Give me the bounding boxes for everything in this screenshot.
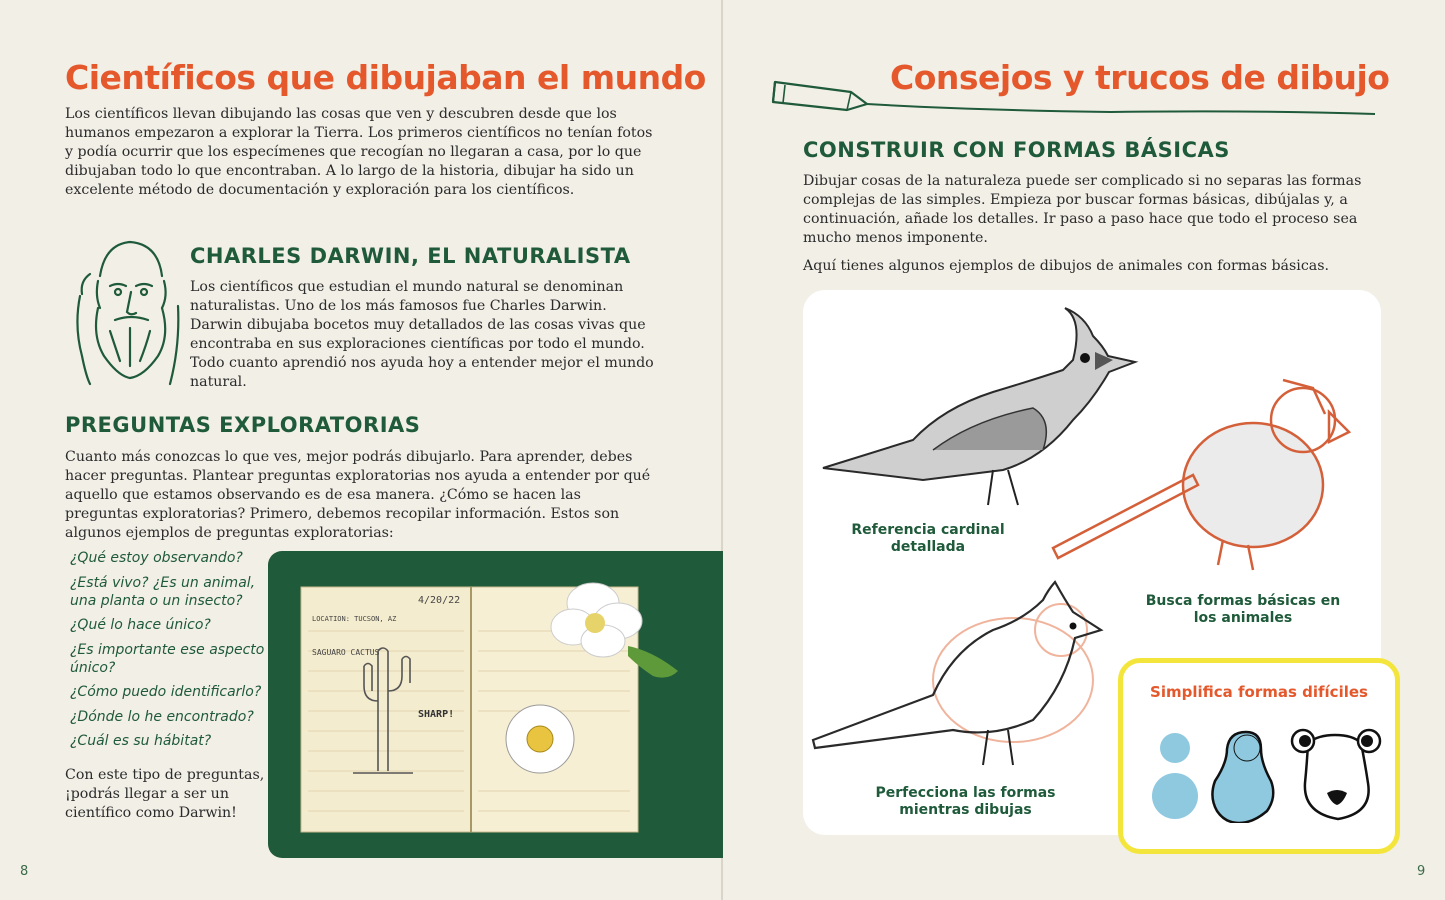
right-page-title: Consejos y trucos de dibujo — [890, 58, 1390, 97]
question-item: ¿Cómo puedo identificarlo? — [70, 684, 262, 700]
question-item: ¿Cuál es su hábitat? — [70, 733, 212, 749]
question-item: ¿Dónde lo he encontrado? — [70, 708, 254, 725]
caption-refine-shapes: Perfecciona las formas mientras dibujas — [875, 785, 1056, 818]
left-page — [0, 0, 722, 900]
simplify-shapes-title: Simplifica formas difíciles — [1150, 683, 1368, 701]
simplify-shapes-box — [1118, 658, 1400, 854]
cardinal-reference-drawing — [823, 308, 1135, 505]
basic-shapes-heading: CONSTRUIR CON FORMAS BÁSICAS — [803, 138, 1230, 162]
notebook-sharp: SHARP! — [418, 709, 455, 720]
examples-paragraph: Aquí tienes algunos ejemplos de dibujos de animales con formas básicas. — [803, 258, 1330, 274]
left-page-title: Científicos que dibujaban el mundo — [65, 58, 706, 97]
basic-shapes-paragraph: Dibujar cosas de la naturaleza puede ser complicado si no separas las formas complejas de las simples. Empieza por buscar formas básicas, dibújalas y, a continuación, añade los detalles. Ir paso a paso hace que todo el proceso sea mucho menos imponente. — [803, 173, 1362, 246]
page-number-right: 9 — [1417, 864, 1426, 879]
question-item: ¿Está vivo? ¿Es un animal, una planta o un insecto? — [70, 574, 256, 609]
right-page — [723, 0, 1445, 900]
notebook-saguaro: SAGUARO CACTUS — [312, 648, 380, 657]
exploratory-questions-list — [70, 549, 270, 757]
intro-paragraph: Los científicos llevan dibujando las cosas que ven y descubren desde que los humanos empezaron a explorar la Tierra. Los primeros científicos no tenían fotos y podía ocurrir que los especímenes que recogían no llegaran a casa, por lo que dibujaban todo lo que encontraban. A lo largo de la historia, dibujar ha sido un excelente método de documentación y exploración para los científicos. — [65, 106, 653, 198]
notebook-illustration-panel — [268, 551, 723, 858]
notebook-date: 4/20/22 — [418, 595, 461, 606]
simplify-shapes-icon — [1143, 723, 1383, 823]
notebook-location: LOCATION: TUCSON, AZ — [312, 615, 397, 623]
cardinal-refined-drawing — [813, 582, 1101, 765]
cardinal-basic-shapes-drawing — [1053, 380, 1349, 570]
page-number-left: 8 — [20, 864, 29, 879]
darwin-paragraph: Los científicos que estudian el mundo natural se denominan naturalistas. Uno de los más famosos fue Charles Darwin. Darwin dibujaba bocetos muy detallados de las cosas vivas que encontraba en sus exploraciones científicas por todo el mundo. Todo cuanto aprendió nos ayuda hoy a entender mejor el mundo natural. — [190, 279, 654, 390]
darwin-portrait-icon — [70, 236, 180, 386]
caption-reference: Referencia cardinal detallada — [851, 522, 1005, 555]
questions-heading: PREGUNTAS EXPLORATORIAS — [65, 413, 421, 437]
questions-paragraph: Cuanto más conozcas lo que ves, mejor podrás dibujarlo. Para aprender, debes hacer preguntas. Plantear preguntas exploratorias nos ayuda a entender por qué aquello que estamos observando es de esa manera. ¿Cómo se hacen las preguntas exploratorias? Primero, debemos recopilar información. Estos son algunos ejemplos de preguntas exploratorias: — [65, 449, 651, 541]
question-item: ¿Es importante ese aspecto único? — [70, 641, 265, 676]
question-item: ¿Qué lo hace único? — [70, 617, 211, 633]
question-item: ¿Qué estoy observando? — [70, 550, 243, 566]
field-notebook-illustration — [268, 551, 723, 858]
caption-basic-shapes: Busca formas básicas en los animales — [1145, 593, 1341, 626]
darwin-heading: CHARLES DARWIN, EL NATURALISTA — [190, 244, 631, 268]
closing-paragraph: Con este tipo de preguntas, ¡podrás llegar a ser un científico como Darwin! — [65, 767, 265, 821]
